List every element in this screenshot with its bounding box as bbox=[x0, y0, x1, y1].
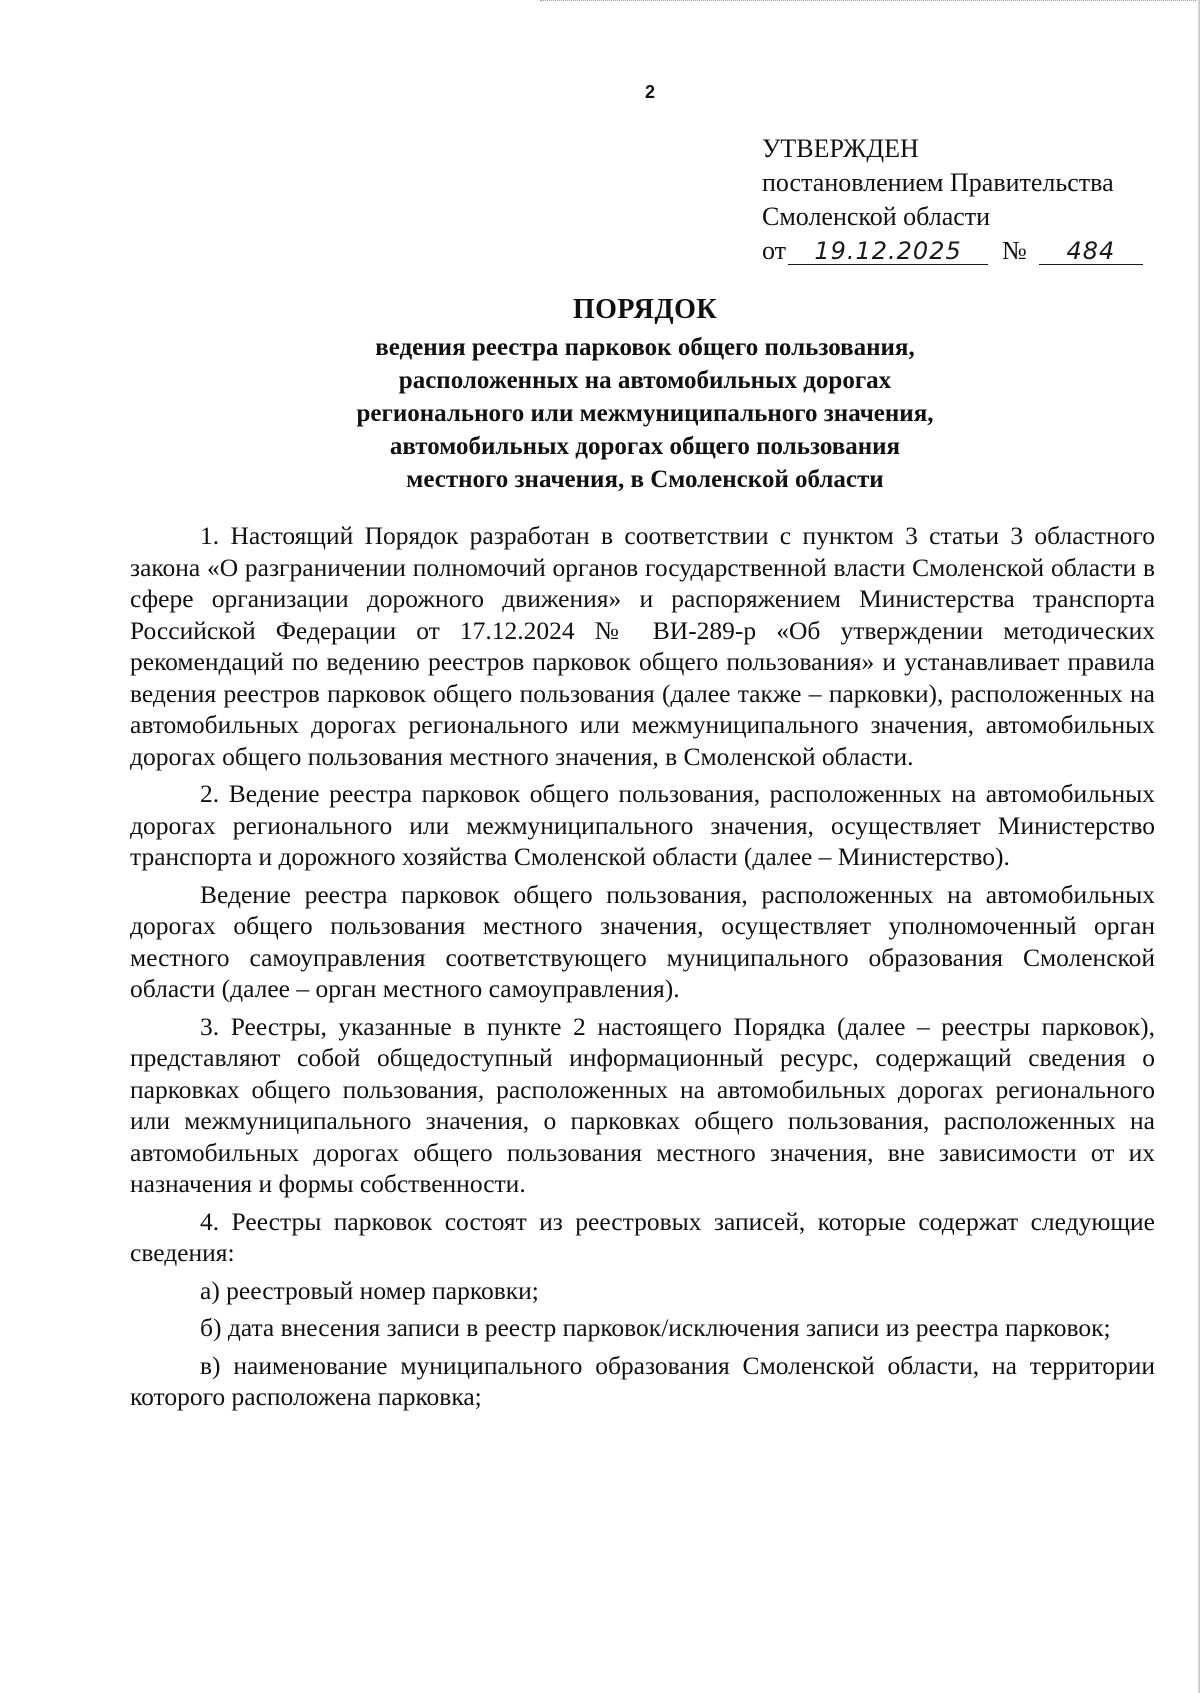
paragraph-2: 2. Ведение реестра парковок общего пользования, расположенных на автомобильных дорогах регионального или межмуниципального значения, осуществляет Министерство транспорта и дорожного хозяйства Смоленской области (далее – Министерство). bbox=[130, 779, 1155, 871]
handwritten-number: 484 bbox=[1039, 238, 1143, 265]
list-item-b: б) дата внесения записи в реестр парковок/исключения записи из реестра парковок; bbox=[200, 1313, 1111, 1342]
handwritten-date: 19.12.2025 bbox=[788, 238, 988, 265]
paragraph-2-continued: Ведение реестра парковок общего пользования, расположенных на автомобильных дорогах общего пользования местного значения, осуществляет уполномоченный орган местного самоуправления соответствующего муниципального образования Смоленской области (далее – орган местного самоуправления). bbox=[130, 879, 1155, 1003]
approval-line-2: Смоленской области bbox=[762, 202, 991, 231]
list-item-v: в) наименование муниципального образования Смоленской области, на территории которого расположена парковка; bbox=[130, 1350, 1155, 1411]
subtitle-line: регионального или межмуниципального значения, bbox=[356, 400, 934, 427]
paragraph-3: 3. Реестры, указанные в пункте 2 настоящего Порядка (далее – реестры парковок), представляют собой общедоступный информационный ресурс, содержащий сведения о парковках общего пользования, расположенных на автомобильных дорогах регионального или межмуниципального значения, о парковках общего пользования, расположенных на автомобильных дорогах общего пользования местного значения, вне зависимости от их назначения и формы собственности. bbox=[130, 1011, 1155, 1198]
document-body bbox=[130, 520, 1155, 1413]
document-subtitle bbox=[0, 331, 1200, 496]
approval-line-1: постановлением Правительства bbox=[762, 168, 1114, 197]
approval-stamp-block bbox=[762, 132, 1143, 268]
scan-edge-artifact bbox=[540, 0, 1200, 5]
approval-heading: УТВЕРЖДЕН bbox=[762, 134, 919, 163]
number-sign: № bbox=[1002, 236, 1027, 265]
list-item-a: а) реестровый номер парковки; bbox=[200, 1275, 539, 1305]
paragraph-1: 1. Настоящий Порядок разработан в соответствии с пунктом 3 статьи 3 областного закона «О разграничении полномочий органов государственной власти Смоленской области в сфере организации дорожного движения» и распоряжением Министерства транспорта Российской Федерации от 17.12.2024 № ВИ-289-р «Об утверждении методических рекомендаций по ведению реестров парковок общего пользования» и устанавливает правила ведения реестров парковок общего пользования (далее также – парковки), расположенных на автомобильных дорогах регионального или межмуниципального значения, автомобильных дорогах общего пользования местного значения, в Смоленской области. bbox=[130, 521, 1155, 771]
subtitle-line: ведения реестра парковок общего пользования, bbox=[375, 334, 915, 361]
approval-date-line bbox=[762, 234, 1143, 268]
subtitle-line: расположенных на автомобильных дорогах bbox=[398, 367, 892, 394]
document-title: ПОРЯДОК bbox=[572, 294, 718, 325]
page-number: 2 bbox=[644, 82, 655, 102]
subtitle-line: автомобильных дорогах общего пользования bbox=[389, 433, 901, 460]
paragraph-4: 4. Реестры парковок состоят из реестровых записей, которые содержат следующие сведения: bbox=[130, 1206, 1155, 1267]
subtitle-line: местного значения, в Смоленской области bbox=[406, 466, 884, 493]
date-prefix: от bbox=[762, 236, 787, 265]
